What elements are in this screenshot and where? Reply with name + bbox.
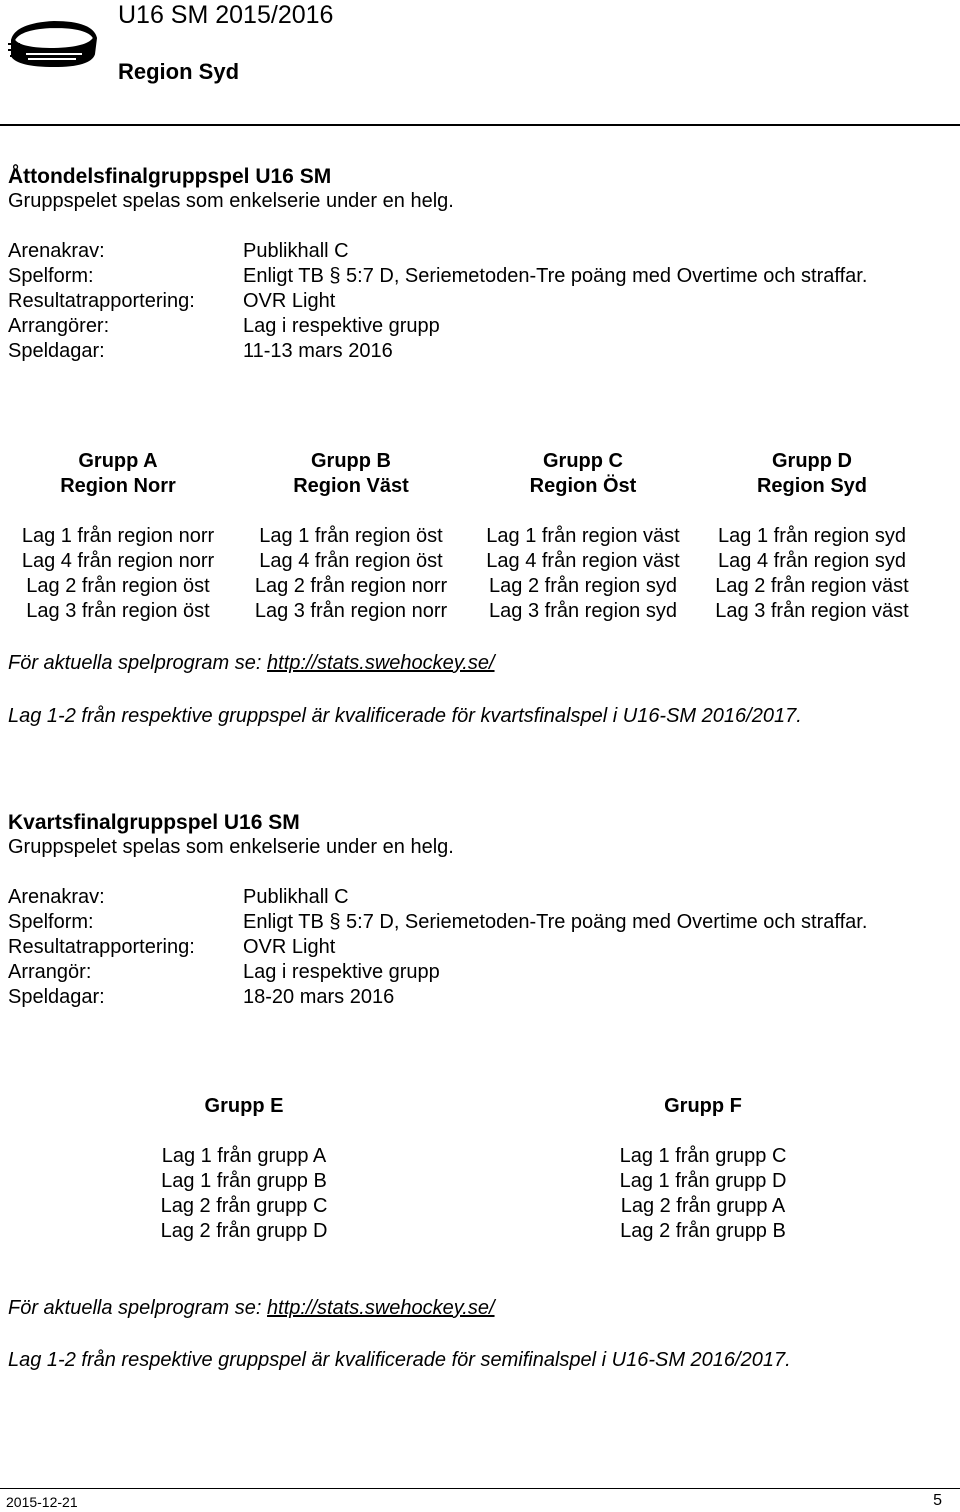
group-team: Lag 2 från region öst [26, 575, 210, 597]
group-team: Lag 1 från grupp A [161, 1145, 327, 1167]
group-name: Grupp A [78, 450, 158, 472]
group-team: Lag 4 från region öst [259, 550, 443, 572]
group-team: Lag 2 från grupp C [160, 1195, 328, 1217]
program-link[interactable]: http://stats.swehockey.se/ [267, 1297, 495, 1319]
group-team: Lag 2 från region väst [715, 575, 909, 597]
info-value: Publikhall C [243, 240, 349, 262]
group-team: Lag 1 från grupp D [619, 1170, 787, 1192]
group-name: Grupp E [204, 1095, 284, 1117]
info-label: Resultatrapportering: [8, 290, 195, 312]
group-team: Lag 2 från grupp B [620, 1220, 786, 1242]
info-value: Lag i respektive grupp [243, 315, 440, 337]
info-label: Arrangör: [8, 961, 92, 983]
group-name: Grupp C [543, 450, 623, 472]
qualify-note: Lag 1-2 från respektive gruppspel är kvalificerade för semifinalspel i U16-SM 2016/2017. [8, 1349, 791, 1371]
section-title: Kvartsfinalgruppspel U16 SM [8, 811, 300, 834]
info-value: OVR Light [243, 936, 336, 958]
program-note [8, 1296, 495, 1321]
info-label: Speldagar: [8, 340, 105, 362]
info-label: Arenakrav: [8, 886, 105, 908]
section-attondel [8, 164, 948, 364]
group-team: Lag 1 från grupp C [619, 1145, 787, 1167]
info-value: 11-13 mars 2016 [243, 340, 393, 362]
section-kvartsfinal [8, 810, 948, 1010]
info-value: Publikhall C [243, 886, 349, 908]
info-value: Enligt TB § 5:7 D, Seriemetoden-Tre poäng med Overtime och straffar. [243, 911, 868, 933]
program-note [8, 651, 495, 676]
group-team: Lag 1 från grupp B [161, 1170, 327, 1192]
header-divider [0, 124, 960, 126]
program-text: För aktuella spelprogram se: [8, 652, 268, 674]
info-value: 18-20 mars 2016 [243, 986, 395, 1008]
group-d [700, 449, 924, 624]
footer-divider [0, 1488, 960, 1489]
qualify-note: Lag 1-2 från respektive gruppspel är kvalificerade för kvartsfinalspel i U16-SM 2016/2017. [8, 705, 802, 727]
info-row-resultat [8, 935, 948, 960]
group-name: Grupp D [772, 450, 852, 472]
info-label: Spelform: [8, 911, 94, 933]
section-subtitle: Gruppspelet spelas som enkelserie under en helg. [8, 190, 454, 212]
program-text: För aktuella spelprogram se: [8, 1297, 268, 1319]
info-row-arenakrav [8, 239, 948, 264]
info-value: OVR Light [243, 290, 336, 312]
hockey-puck-icon [6, 14, 102, 72]
info-row-spelform [8, 910, 948, 935]
section-subtitle: Gruppspelet spelas som enkelserie under en helg. [8, 836, 454, 858]
group-b [238, 449, 464, 624]
group-c [472, 449, 694, 624]
group-e [134, 1094, 354, 1244]
document-title: U16 SM 2015/2016 [118, 1, 334, 29]
group-team: Lag 4 från region väst [486, 550, 680, 572]
info-label: Spelform: [8, 265, 94, 287]
group-team: Lag 3 från region väst [715, 600, 909, 622]
info-row-arrangor [8, 960, 948, 985]
info-value: Lag i respektive grupp [243, 961, 440, 983]
info-table [8, 239, 948, 364]
group-team: Lag 1 från region öst [259, 525, 443, 547]
info-label: Arenakrav: [8, 240, 105, 262]
group-team: Lag 4 från region syd [718, 550, 906, 572]
group-region: Region Norr [60, 475, 176, 497]
info-label: Resultatrapportering: [8, 936, 195, 958]
group-team: Lag 1 från region syd [718, 525, 906, 547]
footer-date: 2015-12-21 [6, 1494, 78, 1510]
group-team: Lag 1 från region väst [486, 525, 680, 547]
info-value: Enligt TB § 5:7 D, Seriemetoden-Tre poäng med Overtime och straffar. [243, 265, 868, 287]
info-row-resultat [8, 289, 948, 314]
group-team: Lag 2 från region syd [489, 575, 677, 597]
group-team: Lag 3 från region norr [254, 600, 448, 622]
group-team: Lag 3 från region öst [26, 600, 210, 622]
info-row-spelform [8, 264, 948, 289]
page-number: 5 [933, 1492, 942, 1509]
document-subtitle: Region Syd [118, 59, 240, 84]
info-row-arenakrav [8, 885, 948, 910]
group-team: Lag 2 från grupp A [620, 1195, 786, 1217]
section-title: Åttondelsfinalgruppspel U16 SM [8, 165, 332, 188]
program-link[interactable]: http://stats.swehockey.se/ [267, 652, 495, 674]
info-row-speldagar [8, 339, 948, 364]
group-name: Grupp B [311, 450, 391, 472]
group-region: Region Syd [756, 475, 867, 497]
group-a [8, 449, 228, 624]
info-label: Speldagar: [8, 986, 105, 1008]
info-label: Arrangörer: [8, 315, 110, 337]
info-table [8, 885, 948, 1010]
group-team: Lag 1 från region norr [21, 525, 215, 547]
info-row-arrangor [8, 314, 948, 339]
group-region: Region Väst [293, 475, 409, 497]
group-team: Lag 2 från region norr [254, 575, 448, 597]
group-team: Lag 2 från grupp D [160, 1220, 328, 1242]
group-team: Lag 3 från region syd [489, 600, 677, 622]
group-region: Region Öst [529, 475, 637, 497]
group-team: Lag 4 från region norr [21, 550, 215, 572]
info-row-speldagar [8, 985, 948, 1010]
group-name: Grupp F [664, 1095, 742, 1117]
group-f [593, 1094, 813, 1244]
